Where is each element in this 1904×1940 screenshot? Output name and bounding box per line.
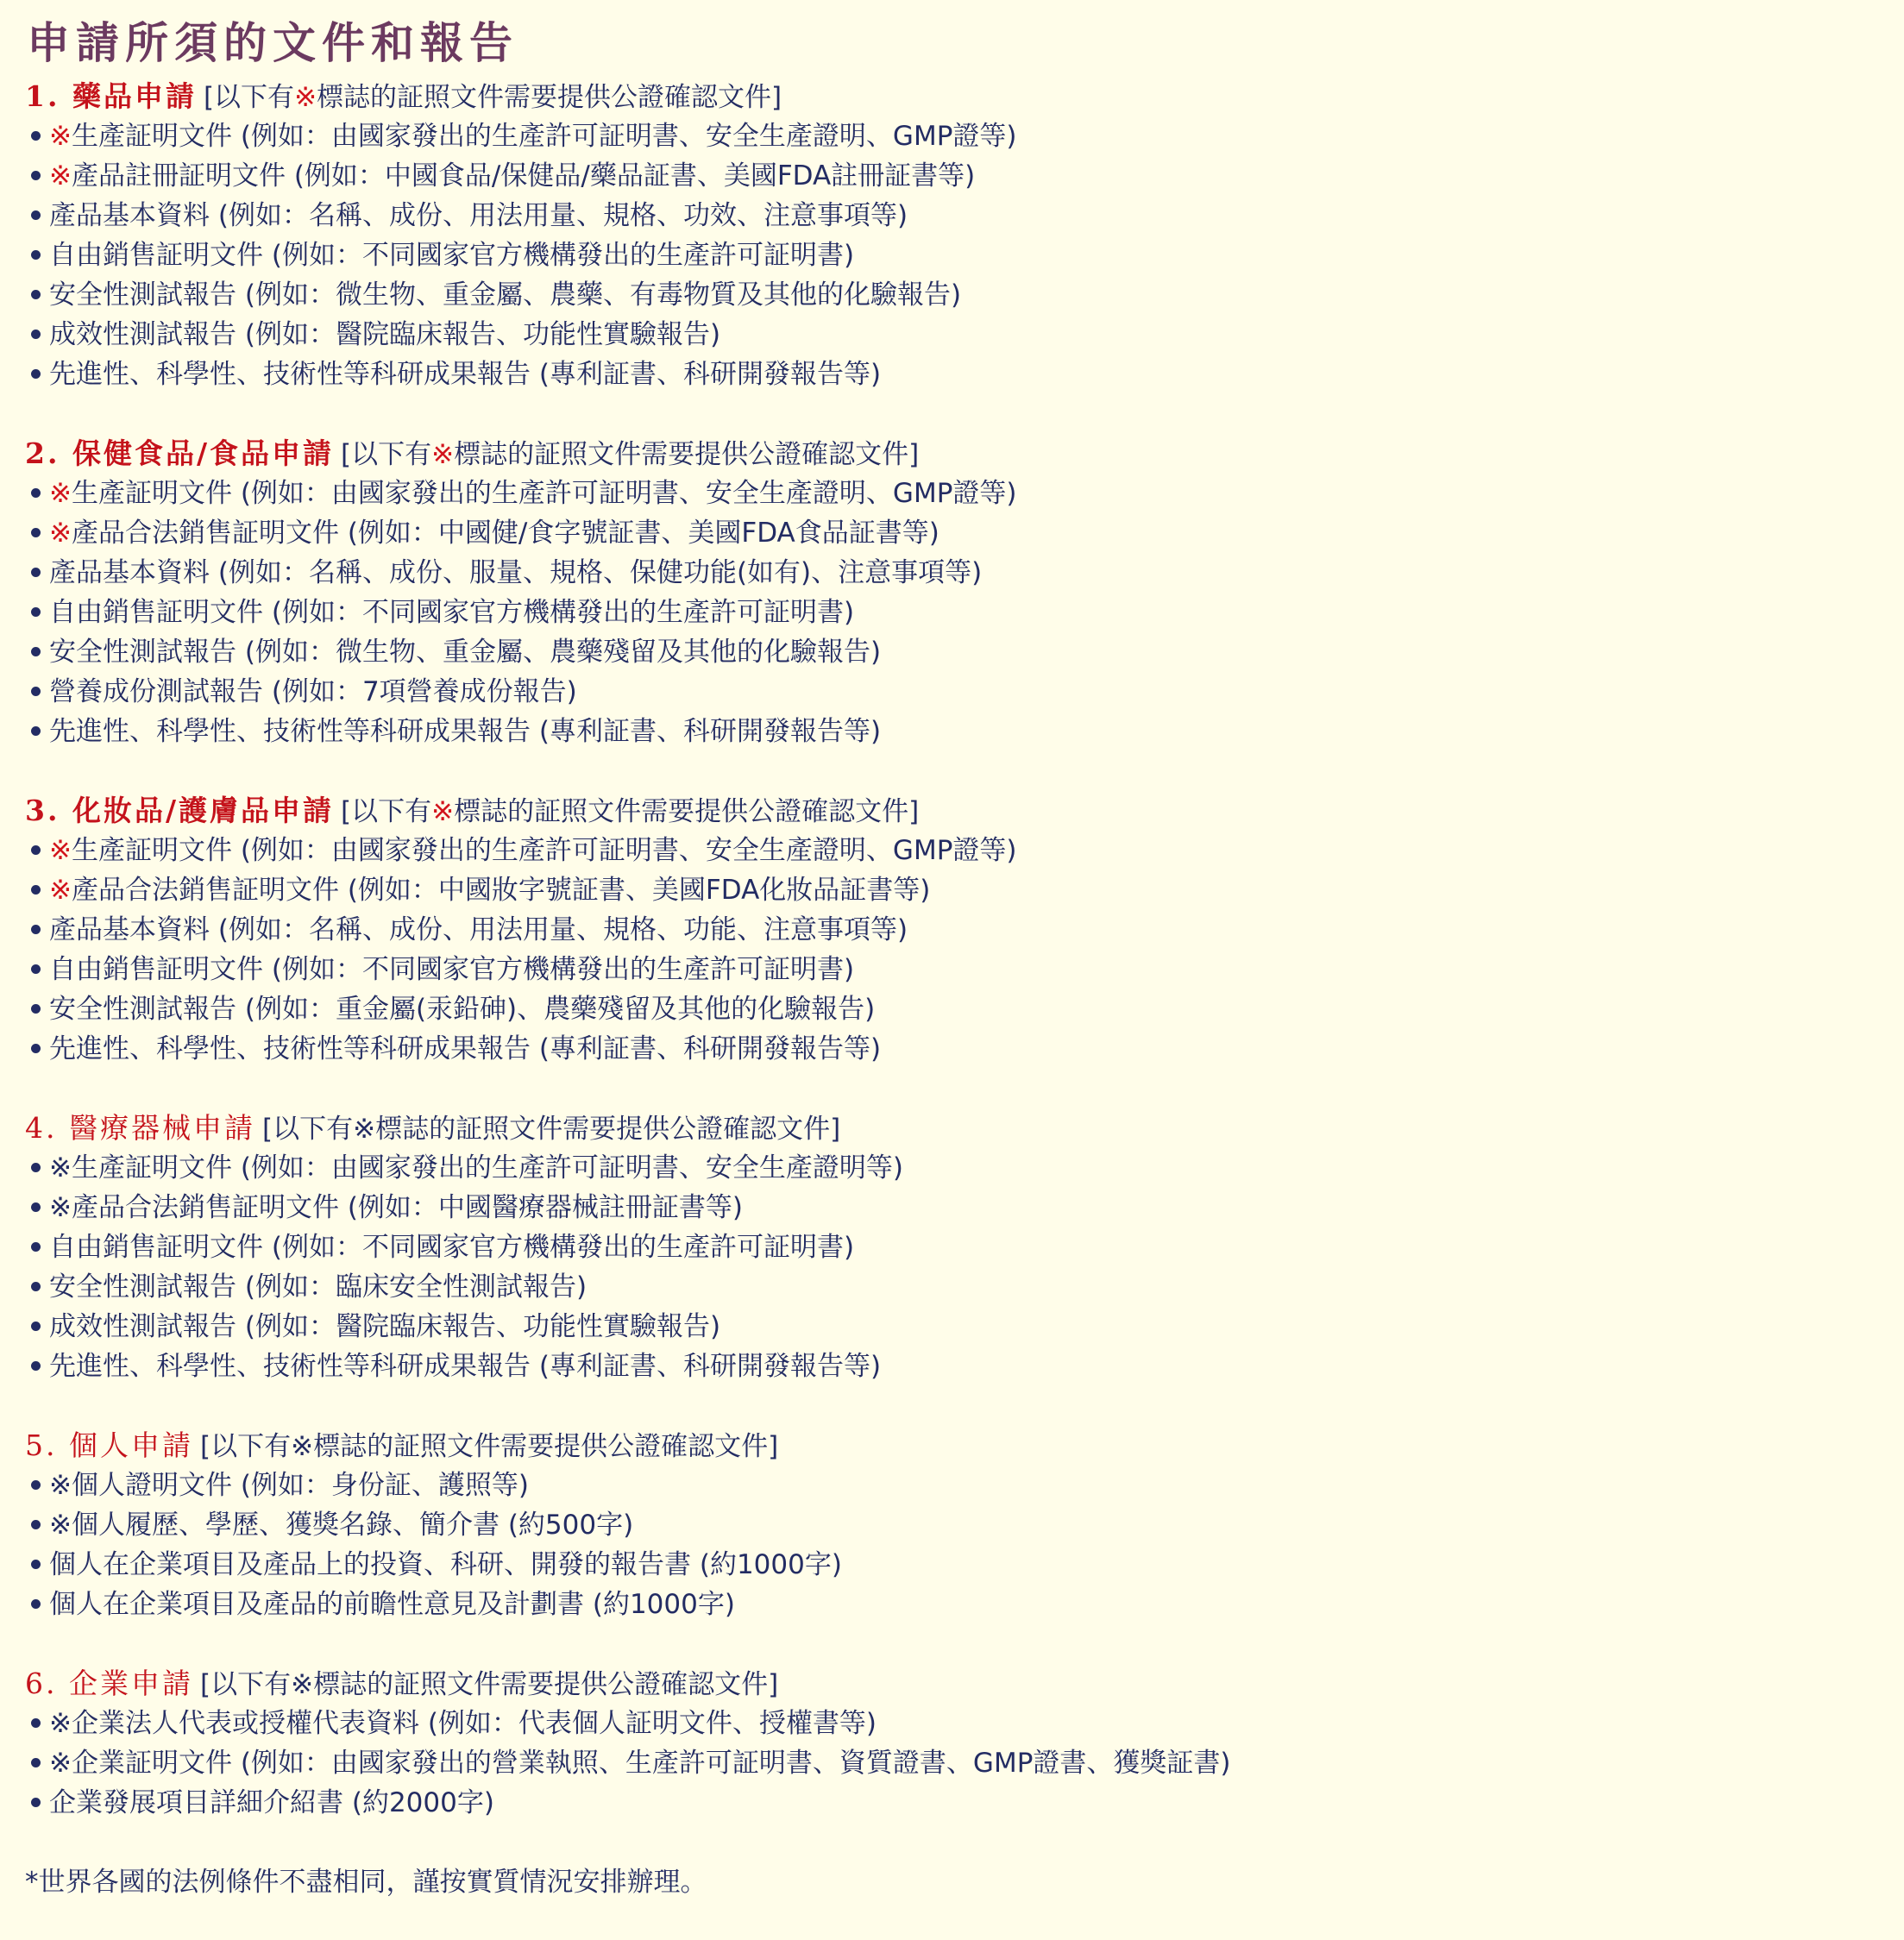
item-text: 安全性測試報告 (例如：臨床安全性測試報告) [49,1271,588,1303]
list-item [25,1466,1880,1505]
reference-mark-icon: ※ [49,1192,72,1223]
bracket-note-end: 標誌的証照文件需要提供公證確認文件] [313,1669,779,1700]
footnote: *世界各國的法例條件不盡相同，謹按實質情況安排辦理。 [25,1867,707,1898]
item-text: 自由銷售証明文件 (例如：不同國家官方機構發出的生產許可証明書) [49,597,855,628]
reference-mark-icon: ※ [49,1470,72,1501]
bullet-icon [31,210,41,220]
list-item [25,1783,1880,1823]
list-item [25,1347,1880,1386]
bullet-icon [31,250,41,260]
list-item [25,1188,1880,1227]
bullet-icon [31,885,41,895]
item-text: 個人在企業項目及產品上的投資、科研、開發的報告書 (約1000字) [49,1549,842,1580]
section-heading [25,1426,1880,1466]
list-item [25,831,1880,870]
item-text: 企業証明文件 (例如：由國家發出的營業執照、生產許可証明書、資質證書、GMP證書、獲獎証書) [71,1748,1231,1779]
item-text: 安全性測試報告 (例如：重金屬(汞鉛砷)、農藥殘留及其他的化驗報告) [49,994,876,1025]
list-item [25,593,1880,632]
item-text: 生產証明文件 (例如：由國家發出的生產許可証明書、安全生產證明等) [71,1152,904,1183]
list-item [25,474,1880,513]
bullet-icon [31,845,41,855]
list-item [25,632,1880,672]
bullet-icon [31,726,41,736]
item-text: 企業發展項目詳細介紹書 (約2000字) [49,1787,494,1818]
item-text: 營養成份測試報告 (例如：7項營養成份報告) [49,676,577,707]
item-text: 先進性、科學性、技術性等科研成果報告 (專利証書、科研開發報告等) [49,716,882,747]
list-item [25,1704,1880,1743]
item-text: 產品合法銷售証明文件 (例如：中國健/食字號証書、美國FDA食品証書等) [71,518,939,549]
list-item [25,1743,1880,1783]
bullet-icon [31,131,41,141]
section-individual [25,1426,1880,1624]
reference-mark-icon: ※ [431,439,455,470]
item-text: 自由銷售証明文件 (例如：不同國家官方機構發出的生產許可証明書) [49,954,855,985]
bullet-icon [31,528,41,537]
bullet-icon [31,1758,41,1767]
reference-mark-icon: ※ [49,1152,72,1183]
reference-mark-icon: ※ [431,796,455,827]
reference-mark-icon: ※ [294,82,317,113]
list-item [25,1585,1880,1624]
item-text: 產品基本資料 (例如：名稱、成份、服量、規格、保健功能(如有)、注意事項等) [49,557,983,588]
bullet-icon [31,1322,41,1331]
page-title: 申請所須的文件和報告 [27,18,518,68]
item-text: 先進性、科學性、技術性等科研成果報告 (專利証書、科研開發報告等) [49,359,882,390]
section-label: 6. 企業申請 [25,1667,193,1700]
section-heading [25,77,1880,116]
item-text: 產品合法銷售証明文件 (例如：中國醫療器械註冊証書等) [71,1192,744,1223]
bullet-icon [31,1044,41,1053]
reference-mark-icon: ※ [49,1748,72,1779]
item-text: 安全性測試報告 (例如：微生物、重金屬、農藥殘留及其他的化驗報告) [49,637,882,668]
bullet-icon [31,607,41,617]
list-item [25,1148,1880,1188]
section-label: 1. 藥品申請 [25,79,197,113]
bullet-icon [31,330,41,339]
list-item [25,156,1880,196]
bracket-note-start: [以下有 [341,796,432,827]
list-item [25,870,1880,910]
bullet-icon [31,1480,41,1490]
bracket-note-end: 標誌的証照文件需要提供公證確認文件] [454,439,920,470]
bracket-note-start: [以下有 [199,1431,292,1462]
bracket-note-start: [以下有 [261,1114,354,1145]
list-item [25,1029,1880,1069]
item-text: 成效性測試報告 (例如：醫院臨床報告、功能性實驗報告) [49,1311,721,1342]
item-text: 產品註冊証明文件 (例如：中國食品/保健品/藥品証書、美國FDA註冊証書等) [71,160,976,191]
reference-mark-icon: ※ [49,875,72,906]
bullet-icon [31,1599,41,1609]
reference-mark-icon: ※ [49,160,72,191]
item-text: 先進性、科學性、技術性等科研成果報告 (專利証書、科研開發報告等) [49,1351,882,1382]
bracket-note-end: 標誌的証照文件需要提供公證確認文件] [375,1114,841,1145]
list-item [25,355,1880,394]
reference-mark-icon: ※ [49,121,72,152]
item-text: 產品基本資料 (例如：名稱、成份、用法用量、規格、功能、注意事項等) [49,914,908,945]
bullet-icon [31,290,41,299]
section-heading [25,791,1880,831]
list-item [25,672,1880,712]
item-text: 自由銷售証明文件 (例如：不同國家官方機構發出的生產許可証明書) [49,1232,855,1263]
bracket-note-start: [以下有 [199,1669,292,1700]
reference-mark-icon: ※ [291,1431,314,1462]
section-label: 4. 醫療器械申請 [25,1111,255,1145]
bullet-icon [31,1560,41,1569]
reference-mark-icon: ※ [49,1510,72,1541]
item-text: 生產証明文件 (例如：由國家發出的生產許可証明書、安全生產證明、GMP證等) [71,835,1017,866]
section-heading [25,434,1880,474]
list-item [25,712,1880,751]
list-item [25,315,1880,355]
section-label: 3. 化妝品/護膚品申請 [25,794,334,827]
section-health-food [25,434,1880,751]
section-label: 2. 保健食品/食品申請 [25,436,334,470]
list-item [25,989,1880,1029]
bullet-icon [31,1163,41,1172]
item-text: 個人履歷、學歷、獲獎名錄、簡介書 (約500字) [71,1510,634,1541]
reference-mark-icon: ※ [49,835,72,866]
item-text: 個人證明文件 (例如：身份証、護照等) [71,1470,530,1501]
section-drug [25,77,1880,394]
bullet-icon [31,1282,41,1291]
bullet-icon [31,1202,41,1212]
bracket-note-start: [以下有 [341,439,432,470]
item-text: 生產証明文件 (例如：由國家發出的生產許可証明書、安全生產證明、GMP證等) [71,121,1017,152]
bracket-note-end: 標誌的証照文件需要提供公證確認文件] [454,796,920,827]
list-item [25,1267,1880,1307]
list-item [25,553,1880,593]
bullet-icon [31,1361,41,1371]
bullet-icon [31,568,41,577]
item-text: 自由銷售証明文件 (例如：不同國家官方機構發出的生產許可証明書) [49,240,855,271]
bullet-icon [31,1242,41,1252]
section-medical-devices [25,1108,1880,1386]
bullet-icon [31,1718,41,1728]
list-item [25,196,1880,235]
list-item [25,513,1880,553]
bullet-icon [31,369,41,379]
item-text: 產品基本資料 (例如：名稱、成份、用法用量、規格、功效、注意事項等) [49,200,908,231]
section-cosmetics [25,791,1880,1069]
list-item [25,275,1880,315]
list-item [25,1307,1880,1347]
section-heading [25,1664,1880,1704]
reference-mark-icon: ※ [49,1708,72,1739]
bullet-icon [31,488,41,498]
bullet-icon [31,1798,41,1807]
bullet-icon [31,1520,41,1529]
list-item [25,950,1880,989]
section-enterprise [25,1664,1880,1823]
item-text: 先進性、科學性、技術性等科研成果報告 (專利証書、科研開發報告等) [49,1033,882,1064]
bullet-icon [31,171,41,180]
list-item [25,910,1880,950]
content [25,77,1880,1902]
item-text: 生產証明文件 (例如：由國家發出的生產許可証明書、安全生產證明、GMP證等) [71,478,1017,509]
item-text: 成效性測試報告 (例如：醫院臨床報告、功能性實驗報告) [49,319,721,350]
bullet-icon [31,964,41,974]
item-text: 個人在企業項目及產品的前瞻性意見及計劃書 (約1000字) [49,1589,735,1620]
list-item [25,116,1880,156]
item-text: 企業法人代表或授權代表資料 (例如：代表個人証明文件、授權書等) [71,1708,877,1739]
reference-mark-icon: ※ [49,478,72,509]
reference-mark-icon: ※ [291,1669,314,1700]
reference-mark-icon: ※ [49,518,72,549]
list-item [25,235,1880,275]
list-item [25,1227,1880,1267]
item-text: 安全性測試報告 (例如：微生物、重金屬、農藥、有毒物質及其他的化驗報告) [49,279,962,311]
bracket-note-end: 標誌的証照文件需要提供公證確認文件] [313,1431,779,1462]
bullet-icon [31,687,41,696]
list-item [25,1505,1880,1545]
section-label: 5. 個人申請 [25,1428,193,1462]
bullet-icon [31,1004,41,1014]
bracket-note-start: [以下有 [203,82,295,113]
bullet-icon [31,925,41,934]
reference-mark-icon: ※ [353,1114,376,1145]
section-heading [25,1108,1880,1148]
list-item [25,1545,1880,1585]
bullet-icon [31,647,41,656]
item-text: 產品合法銷售証明文件 (例如：中國妝字號証書、美國FDA化妝品証書等) [71,875,931,906]
bracket-note-end: 標誌的証照文件需要提供公證確認文件] [317,82,782,113]
